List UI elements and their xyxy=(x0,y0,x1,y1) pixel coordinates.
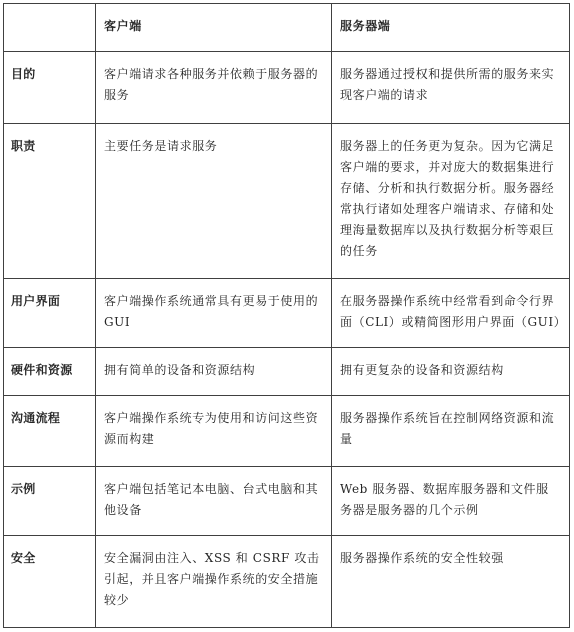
comparison-table xyxy=(3,3,570,628)
header-cell-empty xyxy=(4,4,96,52)
server-cell: Web 服务器、数据库服务器和文件服务器是服务器的几个示例 xyxy=(332,467,570,536)
table-row xyxy=(4,279,570,348)
row-label: 安全 xyxy=(4,536,96,628)
row-label: 用户界面 xyxy=(4,279,96,348)
client-cell: 客户端操作系统通常具有更易于使用的 GUI xyxy=(96,279,332,348)
row-label: 目的 xyxy=(4,52,96,124)
server-cell: 服务器操作系统旨在控制网络资源和流量 xyxy=(332,396,570,467)
table-row xyxy=(4,124,570,279)
row-label: 沟通流程 xyxy=(4,396,96,467)
server-cell: 服务器通过授权和提供所需的服务来实现客户端的请求 xyxy=(332,52,570,124)
table-row xyxy=(4,348,570,396)
row-label: 示例 xyxy=(4,467,96,536)
client-cell: 客户端请求各种服务并依赖于服务器的服务 xyxy=(96,52,332,124)
row-label: 职责 xyxy=(4,124,96,279)
client-cell: 主要任务是请求服务 xyxy=(96,124,332,279)
client-cell: 客户端操作系统专为使用和访问这些资源而构建 xyxy=(96,396,332,467)
client-cell: 安全漏洞由注入、XSS 和 CSRF 攻击引起，并且客户端操作系统的安全措施较少 xyxy=(96,536,332,628)
table-row xyxy=(4,396,570,467)
row-label: 硬件和资源 xyxy=(4,348,96,396)
header-cell-server: 服务器端 xyxy=(332,4,570,52)
server-cell: 拥有更复杂的设备和资源结构 xyxy=(332,348,570,396)
table-header-row xyxy=(4,4,570,52)
server-cell: 在服务器操作系统中经常看到命令行界面（CLI）或精简图形用户界面（GUI） xyxy=(332,279,570,348)
client-cell: 客户端包括笔记本电脑、台式电脑和其他设备 xyxy=(96,467,332,536)
client-cell: 拥有简单的设备和资源结构 xyxy=(96,348,332,396)
server-cell: 服务器操作系统的安全性较强 xyxy=(332,536,570,628)
table-row xyxy=(4,536,570,628)
header-cell-client: 客户端 xyxy=(96,4,332,52)
table-row xyxy=(4,52,570,124)
server-cell: 服务器上的任务更为复杂。因为它满足客户端的要求，并对庞大的数据集进行存储、分析和执行数据分析。服务器经常执行诸如处理客户端请求、存储和处理海量数据库以及执行数据分析等艰巨的任务 xyxy=(332,124,570,279)
table-row xyxy=(4,467,570,536)
